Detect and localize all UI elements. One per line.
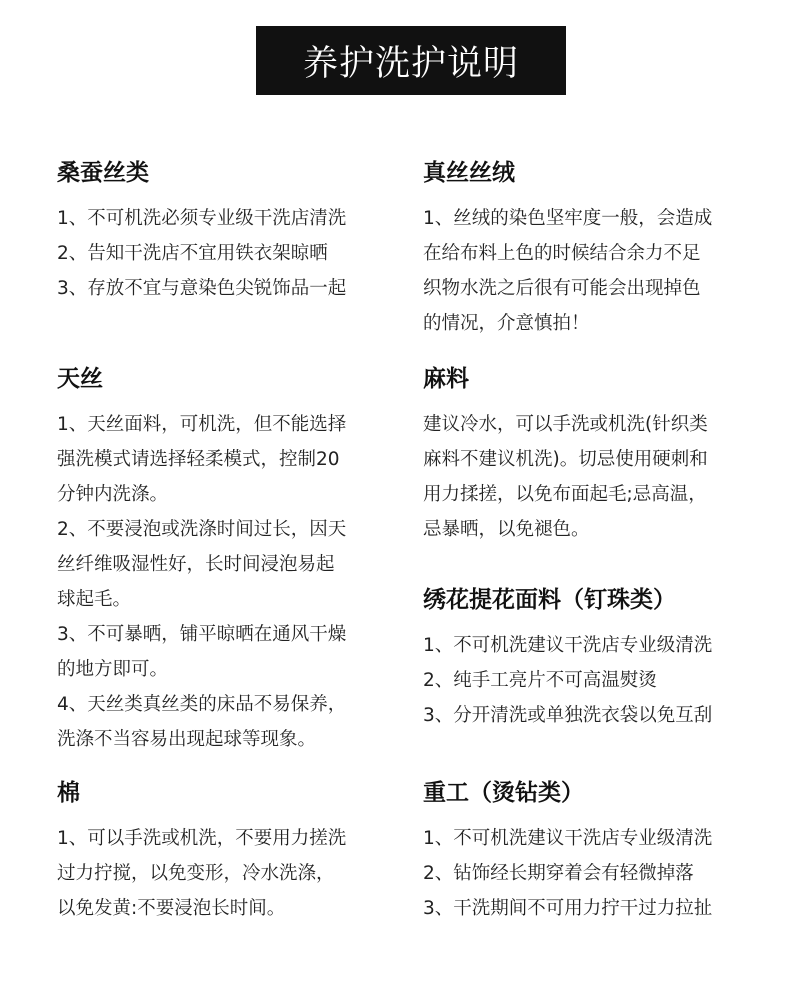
care-line: 丝纤维吸湿性好，长时间浸泡易起 — [57, 554, 335, 575]
care-line: 以免发黄:不要浸泡长时间。 — [57, 898, 286, 919]
title-banner — [256, 26, 566, 95]
care-line: 1、不可机洗建议干洗店专业级清洗 — [423, 635, 713, 656]
care-line: 分钟内洗涤。 — [57, 484, 169, 505]
section-tencel — [57, 363, 346, 757]
care-line: 建议冷水，可以手洗或机洗(针织类 — [423, 414, 708, 435]
page-title: 养护洗护说明 — [302, 43, 519, 84]
care-line: 用力揉搓，以免布面起毛;忌高温， — [423, 484, 707, 505]
care-line: 强洗模式请选择轻柔模式，控制20 — [57, 449, 340, 470]
care-line: 2、纯手工亮片不可高温熨烫 — [423, 670, 657, 691]
section-silk-velvet — [423, 157, 712, 341]
care-line: 1、不可机洗建议干洗店专业级清洗 — [423, 828, 713, 849]
care-line: 忌暴晒，以免褪色。 — [423, 519, 590, 540]
care-line: 织物水洗之后很有可能会出现掉色 — [423, 278, 701, 299]
care-line: 的情况，介意慎拍！ — [423, 313, 590, 334]
care-line: 2、不要浸泡或洗涤时间过长，因天 — [57, 519, 347, 540]
care-line: 在给布料上色的时候结合余力不足 — [423, 243, 701, 264]
care-line: 2、钻饰经长期穿着会有轻微掉落 — [423, 863, 694, 884]
care-line: 3、不可暴晒，铺平晾晒在通风干燥 — [57, 624, 347, 645]
care-line: 的地方即可。 — [57, 659, 169, 680]
section-heavy-work — [423, 777, 712, 926]
care-line: 1、天丝面料，可机洗，但不能选择 — [57, 414, 347, 435]
care-line: 4、天丝类真丝类的床品不易保养， — [57, 694, 347, 715]
section-heading: 桑蚕丝类 — [57, 160, 149, 186]
care-line: 3、干洗期间不可用力拧干过力拉扯 — [423, 898, 713, 919]
care-line: 1、可以手洗或机洗，不要用力搓洗 — [57, 828, 347, 849]
care-line: 2、告知干洗店不宜用铁衣架晾晒 — [57, 243, 328, 264]
section-linen — [423, 363, 708, 547]
care-line: 1、不可机洗必须专业级干洗店清洗 — [57, 208, 347, 229]
care-line: 过力拧搅，以免变形，冷水洗涤， — [57, 863, 335, 884]
section-heading: 麻料 — [423, 366, 469, 392]
section-cotton — [57, 777, 346, 926]
section-heading: 棉 — [57, 780, 80, 806]
care-line: 洗涤不当容易出现起球等现象。 — [57, 729, 317, 750]
care-line: 3、分开清洗或单独洗衣袋以免互刮 — [423, 705, 713, 726]
care-line: 3、存放不宜与意染色尖锐饰品一起 — [57, 278, 347, 299]
care-line: 麻料不建议机洗)。切忌使用硬刺和 — [423, 449, 708, 470]
section-heading: 绣花提花面料（钉珠类） — [423, 587, 676, 613]
section-heading: 天丝 — [57, 366, 103, 392]
section-heading: 重工（烫钻类） — [423, 780, 584, 806]
care-line: 球起毛。 — [57, 589, 132, 610]
care-line: 1、丝绒的染色坚牢度一般，会造成 — [423, 208, 713, 229]
section-embroidered-fabric — [423, 584, 712, 733]
section-heading: 真丝丝绒 — [423, 160, 515, 186]
section-mulberry-silk — [57, 157, 346, 306]
